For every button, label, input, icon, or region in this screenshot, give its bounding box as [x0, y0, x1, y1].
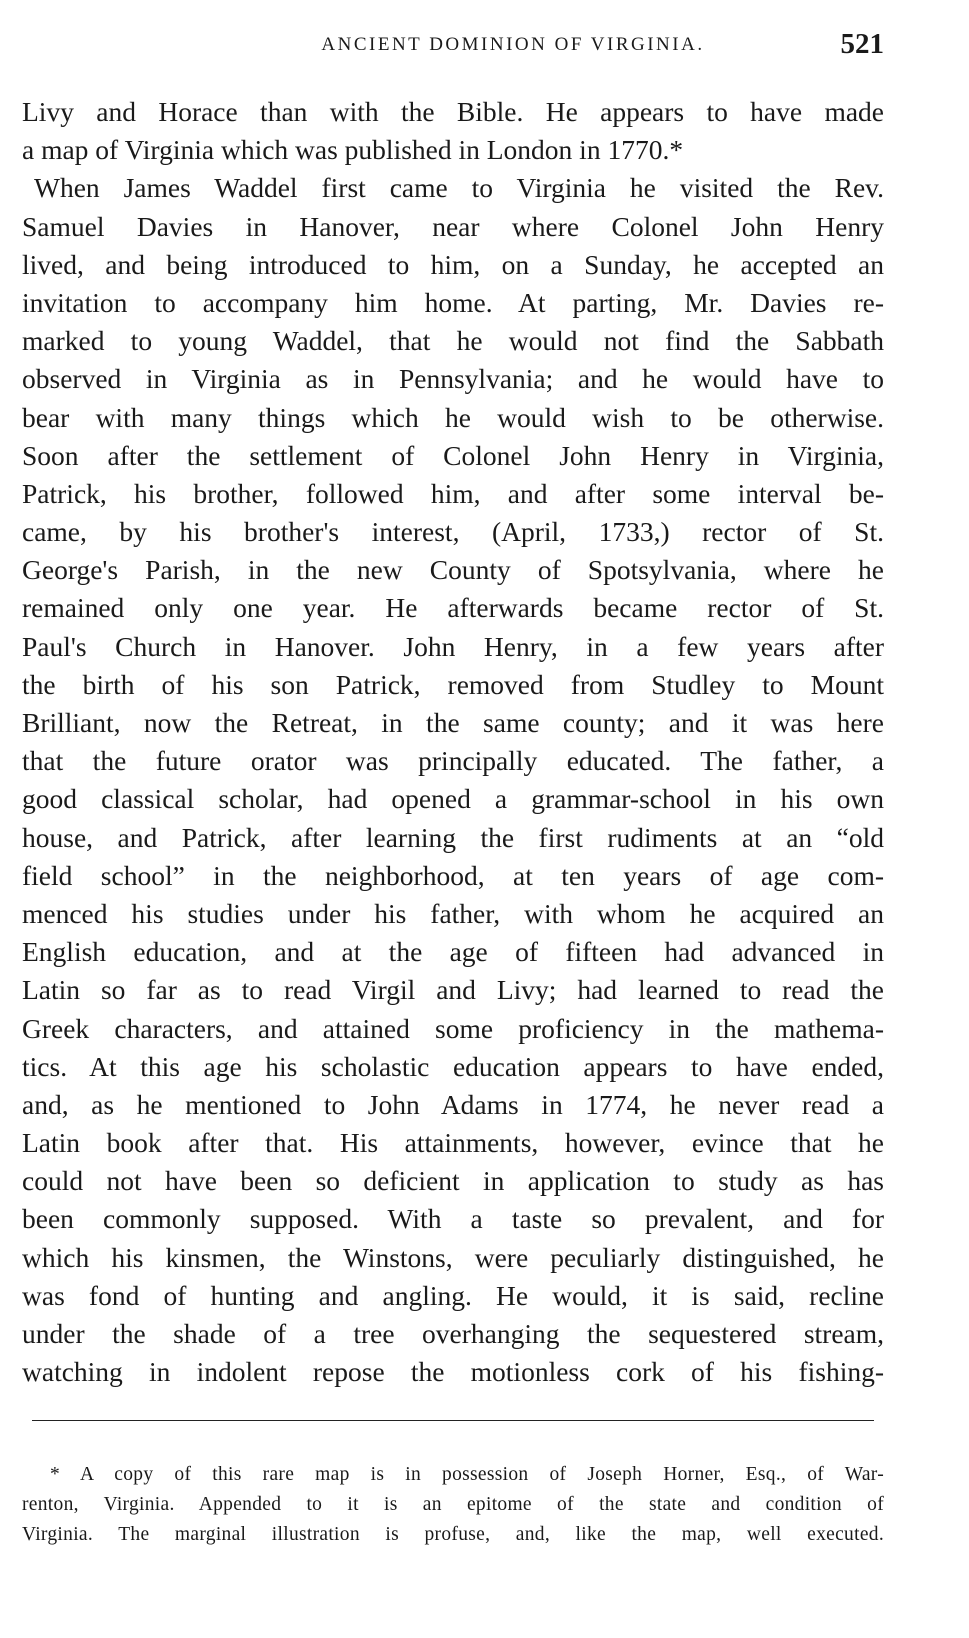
text-line: house, and Patrick, after learning the first rudiments at an “old — [22, 821, 884, 853]
text-line: watching in indolent repose the motionless cork of his fishing- — [22, 1356, 884, 1388]
text-line: Livy and Horace than with the Bible. He appears to have made — [22, 96, 884, 127]
text-line: a map of Virginia which was published in London in 1770.* — [22, 134, 684, 166]
text-line: field school” in the neighborhood, at ten years of age com- — [22, 859, 884, 891]
text-line: Latin book after that. His attainments, however, evince that he — [22, 1127, 884, 1159]
body-text — [22, 93, 884, 1391]
text-line: and, as he mentioned to John Adams in 1774, he never read a — [22, 1088, 884, 1120]
text-line: that the future orator was principally educated. The father, a — [22, 745, 884, 777]
text-line: Greek characters, and attained some proficiency in the mathema- — [22, 1012, 884, 1044]
text-line: Brilliant, now the Retreat, in the same county; and it was here — [22, 707, 884, 738]
text-line: was fond of hunting and angling. He would, it is said, recline — [22, 1279, 884, 1311]
text-line: Latin so far as to read Virgil and Livy; had learned to read the — [22, 974, 884, 1006]
text-line: Paul's Church in Hanover. John Henry, in a few years after — [22, 630, 884, 662]
text-line: which his kinsmen, the Winstons, were peculiarly distinguished, he — [22, 1241, 884, 1273]
text-line: When James Waddel first came to Virginia he visited the Rev. — [34, 172, 884, 204]
running-title: ANCIENT DOMINION OF VIRGINIA. — [321, 34, 705, 55]
text-line: lived, and being introduced to him, on a Sunday, he accepted an — [22, 248, 884, 280]
text-line: tics. At this age his scholastic education appears to have ended, — [22, 1050, 884, 1082]
text-line: Patrick, his brother, followed him, and after some interval be- — [22, 477, 884, 509]
text-line: been commonly supposed. With a taste so prevalent, and for — [22, 1203, 884, 1235]
text-line: remained only one year. He afterwards became rector of St. — [22, 592, 884, 624]
text-line: invitation to accompany him home. At parting, Mr. Davies re- — [22, 286, 884, 318]
running-head — [22, 30, 884, 60]
text-line: bear with many things which he would wish to be otherwise. — [22, 401, 884, 433]
footnote-divider — [32, 1420, 874, 1421]
text-line: Samuel Davies in Hanover, near where Colonel John Henry — [22, 210, 884, 242]
text-line: Soon after the settlement of Colonel John Henry in Virginia, — [22, 439, 884, 471]
text-line: menced his studies under his father, with whom he acquired an — [22, 897, 884, 929]
footnote — [22, 1460, 884, 1550]
text-line: observed in Virginia as in Pennsylvania; and he would have to — [22, 363, 884, 395]
text-line: English education, and at the age of fifteen had advanced in — [22, 936, 884, 968]
text-line: good classical scholar, had opened a grammar-school in his own — [22, 783, 884, 815]
footnote-line: Virginia. The marginal illustration is profuse, and, like the map, well executed. — [22, 1524, 884, 1545]
text-line: could not have been so deficient in application to study as has — [22, 1165, 884, 1197]
page-number: 521 — [840, 28, 884, 60]
text-line: George's Parish, in the new County of Spotsylvania, where he — [22, 554, 884, 586]
text-line: marked to young Waddel, that he would not find the Sabbath — [22, 325, 884, 357]
footnote-line: renton, Virginia. Appended to it is an epitome of the state and condition of — [22, 1494, 884, 1515]
text-line: under the shade of a tree overhanging the sequestered stream, — [22, 1318, 884, 1349]
footnote-line: * A copy of this rare map is in possession of Joseph Horner, Esq., of War- — [50, 1464, 884, 1485]
text-line: the birth of his son Patrick, removed from Studley to Mount — [22, 668, 884, 700]
text-line: came, by his brother's interest, (April, 1733,) rector of St. — [22, 516, 884, 548]
